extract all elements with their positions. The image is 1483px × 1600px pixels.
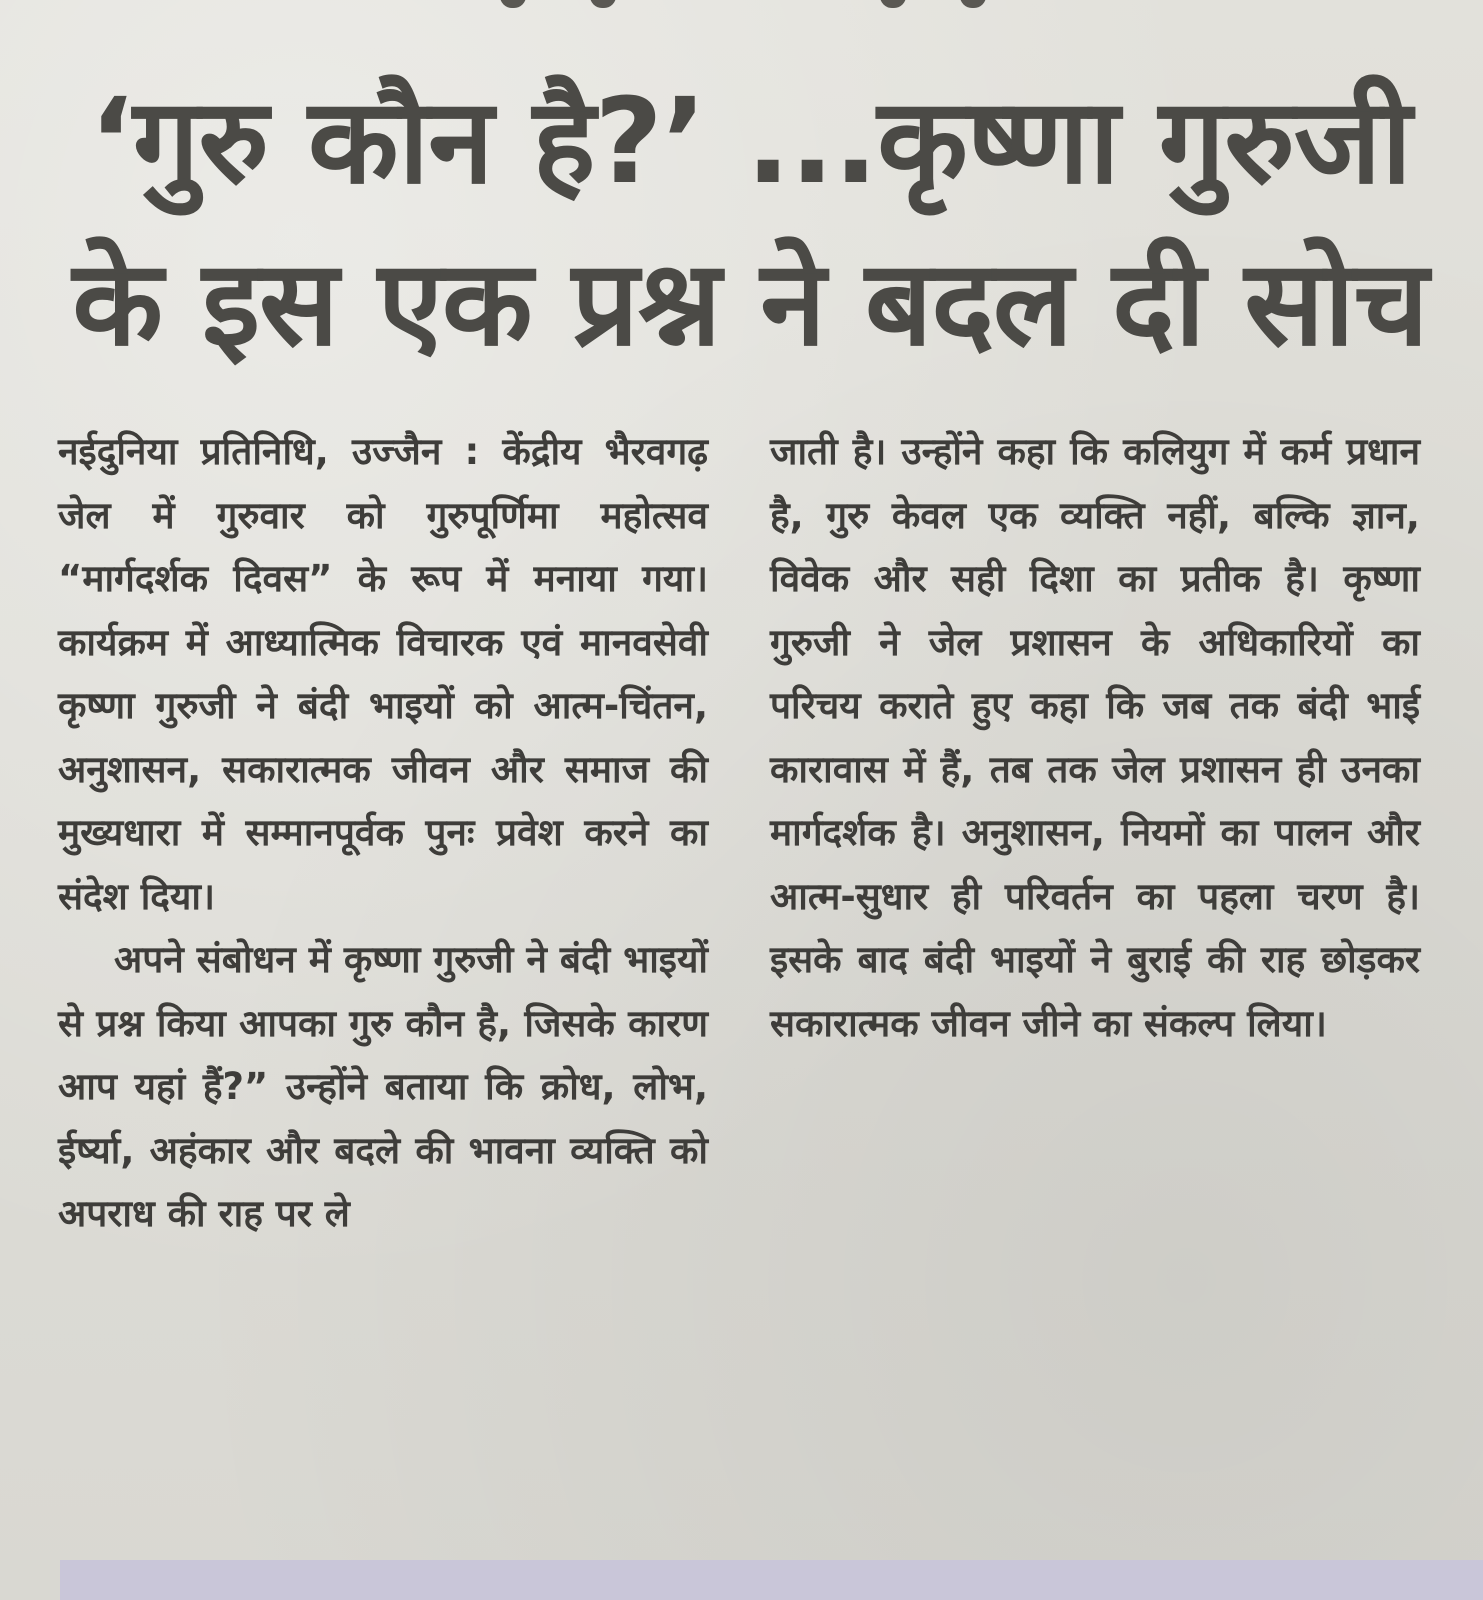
article-body — [58, 420, 1418, 1540]
headline-line-1: ‘गुरु कौन है?’ ...कृष्णा गुरुजी — [89, 72, 1411, 210]
left-paragraph-2: अपने संबोधन में कृष्णा गुरुजी ने बंदी भाइयों से प्रश्न किया आपका गुरु कौन है, जिसके कारण आप यहां हैं?” उन्होंने बताया कि क्रोध, लोभ, ईर्ष्या, अहंकार और बदले की भावना व्यक्ति को अपराध की राह पर ले — [58, 938, 708, 1235]
left-paragraph-1: नईदुनिया प्रतिनिधि, उज्जैन : केंद्रीय भैरवगढ़ जेल में गुरुवार को गुरुपूर्णिमा महोत्सव “मार्गदर्शक दिवस” के रूप में मनाया गया। कार्यक्रम में आध्यात्मिक विचारक एवं मानवसेवी कृष्णा गुरुजी ने बंदी भाइयों को आत्म-चिंतन, अनुशासन, सकारात्मक जीवन और समाज की मुख्यधारा में सम्मानपूर्वक पुनः प्रवेश करने का संदेश दिया। — [58, 430, 708, 918]
right-column — [770, 420, 1420, 1055]
article-headline — [60, 60, 1440, 384]
cropped-glyph — [880, 0, 906, 8]
cropped-glyph — [500, 0, 526, 8]
headline-line-2: के इस एक प्रश्न ने बदल दी सोच — [72, 234, 1428, 372]
cropped-glyph — [590, 0, 616, 8]
left-column — [58, 420, 708, 1246]
cropped-glyph — [960, 0, 986, 8]
cropped-headline-fragment — [440, 0, 1080, 14]
bottom-color-band — [60, 1560, 1483, 1600]
right-paragraph-1: जाती है। उन्होंने कहा कि कलियुग में कर्म प्रधान है, गुरु केवल एक व्यक्ति नहीं, बल्कि ज्ञान, विवेक और सही दिशा का प्रतीक है। कृष्णा गुरुजी ने जेल प्रशासन के अधिकारियों का परिचय कराते हुए कहा कि जब तक बंदी भाई कारावास में हैं, तब तक जेल प्रशासन ही उनका मार्गदर्शक है। अनुशासन, नियमों का पालन और आत्म-सुधार ही परिवर्तन का पहला चरण है। इसके बाद बंदी भाइयों ने बुराई की राह छोड़कर सकारात्मक जीवन जीने का संकल्प लिया। — [770, 430, 1420, 1045]
